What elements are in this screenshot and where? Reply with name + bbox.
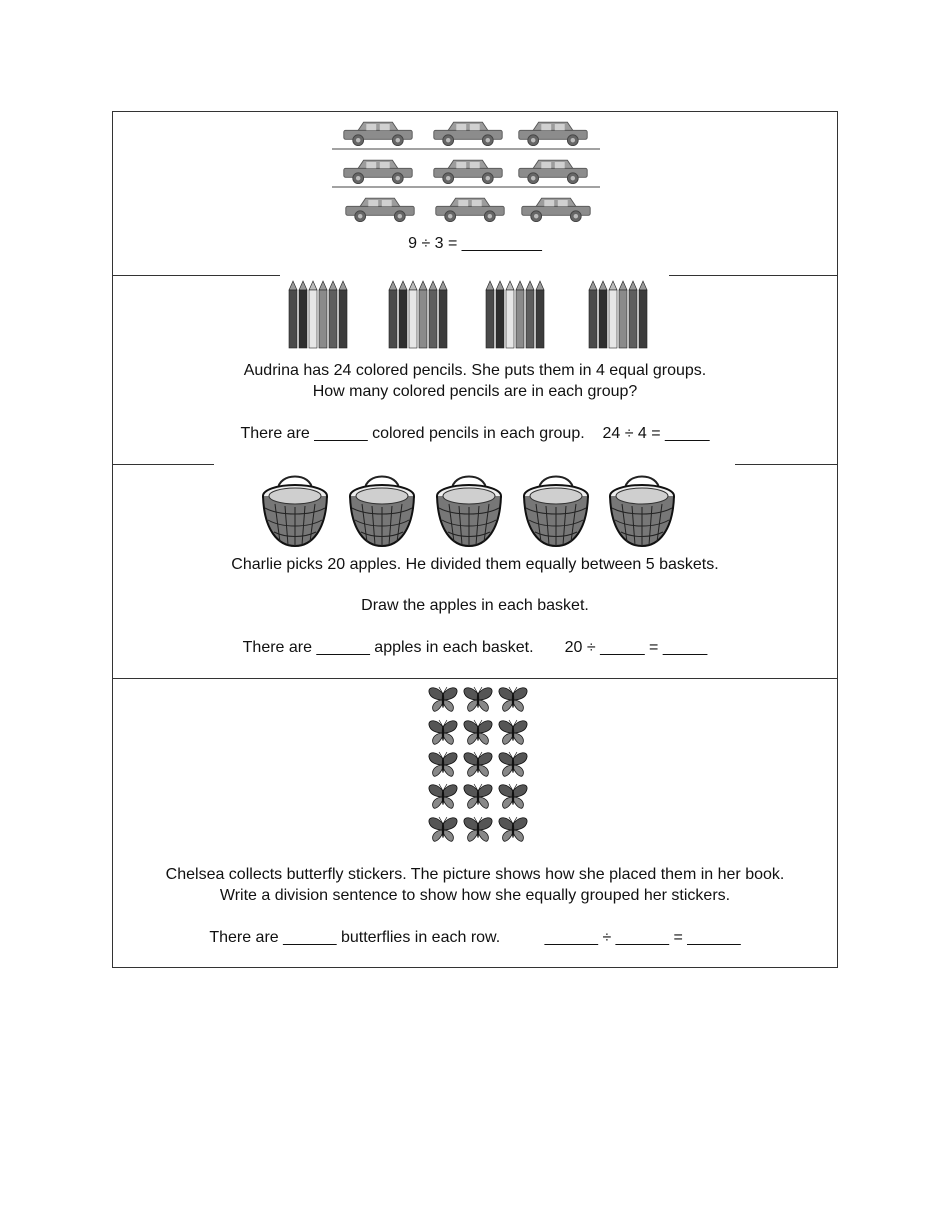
butterfly-icon xyxy=(464,784,492,808)
car-icon xyxy=(519,160,587,183)
butterfly-icon xyxy=(464,720,492,744)
car-icon xyxy=(436,198,504,221)
apples-instruction: Draw the apples in each basket. xyxy=(361,597,589,614)
butterflies-question-line1: Chelsea collects butterfly stickers. The picture shows how she placed them in her book. xyxy=(165,866,785,883)
basket-icon xyxy=(610,477,674,547)
butterfly-icon xyxy=(464,752,492,776)
butterfly-icon xyxy=(429,687,457,711)
basket-row xyxy=(260,472,680,550)
car-icon xyxy=(346,198,414,221)
butterfly-icon xyxy=(429,720,457,744)
cars-equation: 9 ÷ 3 = _________ xyxy=(408,235,542,252)
pencil-group-icon xyxy=(289,281,347,348)
butterflies-answer-line: There are ______ butterflies in each row. ______ ÷ ______ = ______ xyxy=(209,929,741,946)
apples-question-line1: Charlie picks 20 apples. He divided them equally between 5 baskets. xyxy=(231,556,719,573)
pencils-question-line1: Audrina has 24 colored pencils. She puts them in 4 equal groups. xyxy=(243,362,707,379)
apples-answer-line: There are ______ apples in each basket. 20 ÷ _____ = _____ xyxy=(242,639,708,656)
pencil-group-icon xyxy=(486,281,544,348)
divider-3 xyxy=(112,678,838,679)
butterflies-question-line2: Write a division sentence to show how she equally grouped her stickers. xyxy=(219,887,731,904)
butterfly-icon xyxy=(499,720,527,744)
car-icon xyxy=(519,122,587,145)
butterfly-icon xyxy=(499,784,527,808)
butterfly-array xyxy=(425,684,533,848)
butterfly-icon xyxy=(429,752,457,776)
butterfly-icon xyxy=(429,817,457,841)
divider-2-right xyxy=(735,464,838,465)
car-icon xyxy=(344,160,412,183)
divider-2-left xyxy=(112,464,214,465)
pencils-question-line2: How many colored pencils are in each group? xyxy=(312,383,638,400)
pencil-groups xyxy=(288,280,654,352)
car-icon xyxy=(344,122,412,145)
butterfly-icon xyxy=(429,784,457,808)
car-icon xyxy=(522,198,590,221)
butterfly-icon xyxy=(499,687,527,711)
basket-icon xyxy=(437,477,501,547)
butterfly-icon xyxy=(464,687,492,711)
car-array xyxy=(332,116,600,226)
pencil-group-icon xyxy=(589,281,647,348)
basket-icon xyxy=(524,477,588,547)
pencils-answer-line: There are ______ colored pencils in each group. 24 ÷ 4 = _____ xyxy=(240,425,710,442)
basket-icon xyxy=(263,477,327,547)
butterfly-icon xyxy=(464,817,492,841)
butterfly-icon xyxy=(499,752,527,776)
basket-icon xyxy=(350,477,414,547)
butterfly-icon xyxy=(499,817,527,841)
pencil-group-icon xyxy=(389,281,447,348)
divider-1-right xyxy=(669,275,838,276)
car-icon xyxy=(434,122,502,145)
car-icon xyxy=(434,160,502,183)
divider-1-left xyxy=(112,275,280,276)
